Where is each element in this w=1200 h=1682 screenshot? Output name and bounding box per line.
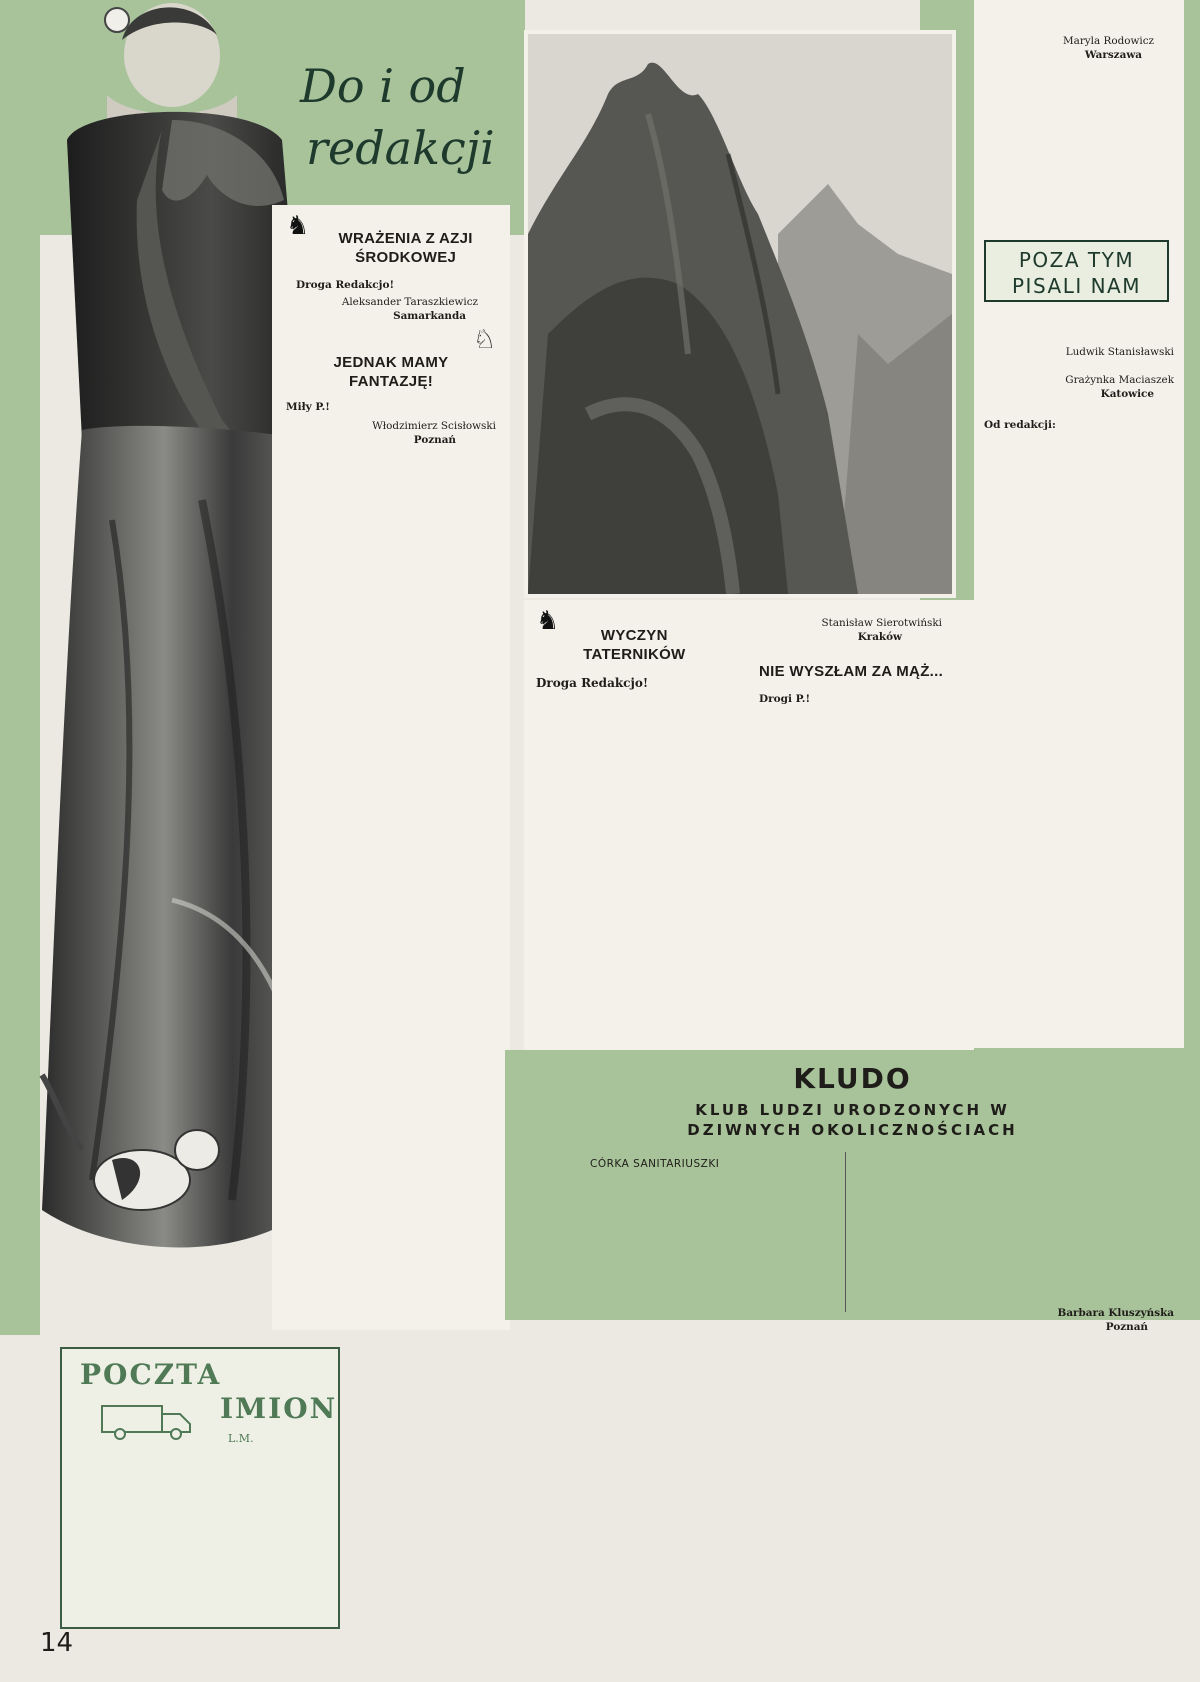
kludo-divider	[845, 1152, 846, 1312]
page-number: 14	[40, 1628, 74, 1658]
chess-knight-icon: ♞	[286, 211, 310, 241]
poczta-initials: L.M.	[228, 1432, 254, 1445]
kludo-section-label: CÓRKA SANITARIUSZKI	[590, 1158, 720, 1170]
article-title-jednak: JEDNAK MAMY FANTAZJĘ!	[333, 354, 449, 390]
chess-knight-icon: ♞	[536, 606, 560, 636]
salute-wyczyn: Droga Redakcjo!	[536, 676, 649, 690]
poczta-title-1: POCZTA	[80, 1358, 222, 1391]
city-poza-2: Katowice	[1100, 388, 1154, 400]
signature-maz: Maryla Rodowicz	[1063, 35, 1154, 47]
signature-jednak: Włodzimierz Scisłowski	[372, 420, 496, 432]
kludo-subtitle: KLUB LUDZI URODZONYCH W DZIWNYCH OKOLICZNOŚCIACH	[687, 1101, 1018, 1139]
signature-wyczyn: Stanisław Sierotwiński	[821, 617, 942, 629]
column-3	[749, 600, 974, 1050]
salute-jednak: Miły P.!	[286, 401, 330, 413]
signature-poza-2: Grażynka Maciaszek	[1065, 374, 1174, 386]
poza-tym-heading: POZA TYM PISALI NAM	[984, 240, 1169, 302]
column-4	[974, 0, 1184, 1048]
salute-wrazenia: Droga Redakcjo!	[296, 279, 395, 291]
column-1	[272, 205, 510, 1330]
reply-label: Od redakcji:	[984, 419, 1056, 431]
article-title-wyczyn: WYCZYN TATERNIKÓW	[583, 627, 686, 663]
city-jednak: Poznań	[413, 434, 456, 446]
masthead-title	[300, 55, 510, 179]
masthead-line-1: Do i od	[300, 59, 466, 113]
city-wyczyn: Kraków	[857, 631, 902, 643]
kludo-title: KLUDO	[793, 1062, 912, 1095]
city-maz: Warszawa	[1084, 49, 1142, 61]
city-wrazenia: Samarkanda	[393, 310, 466, 322]
poczta-title-2: IMION	[220, 1392, 338, 1425]
article-title-wrazenia: WRAŻENIA Z AZJI ŚRODKOWEJ	[338, 230, 473, 266]
masthead-line-2: redakcji	[306, 121, 495, 175]
kludo-signature: Barbara Kluszyńska	[1057, 1307, 1174, 1319]
truck-icon	[100, 1400, 195, 1440]
chess-knight-icon: ♘	[472, 325, 496, 355]
article-title-maz: NIE WYSZŁAM ZA MĄŻ...	[759, 663, 944, 680]
kludo-city: Poznań	[1105, 1321, 1148, 1333]
salute-maz: Drogi P.!	[759, 693, 811, 705]
mountain-photo	[528, 34, 952, 594]
signature-poza-1: Ludwik Stanisławski	[1065, 346, 1174, 358]
signature-wrazenia: Aleksander Taraszkiewicz	[341, 296, 478, 308]
column-2	[524, 600, 749, 1050]
